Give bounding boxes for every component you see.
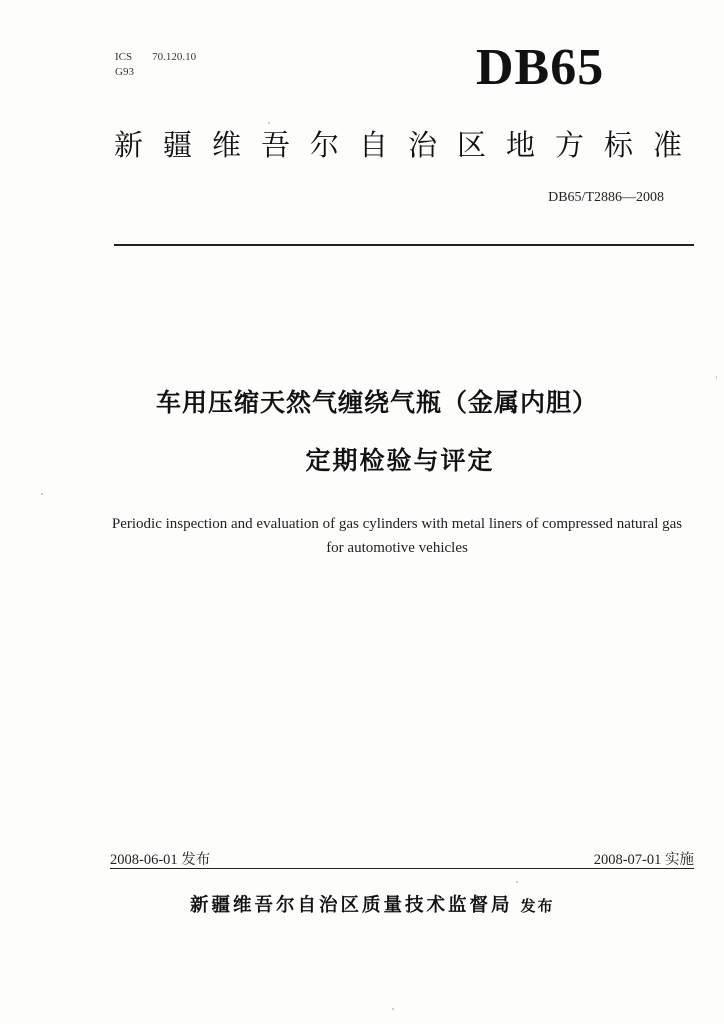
- classification-codes: [115, 50, 196, 80]
- scan-speck: [516, 881, 518, 883]
- class-code: G93: [115, 66, 134, 78]
- issue-date: 2008-06-01 发布: [110, 852, 211, 868]
- ics-label: ICS: [115, 51, 133, 63]
- implementation-date: 2008-07-01 实施: [593, 852, 694, 868]
- ics-line: [115, 50, 196, 65]
- header-divider: [114, 244, 694, 246]
- standard-number: DB65/T2886—2008: [548, 190, 664, 205]
- chinese-title-line-2: 定期检验与评定: [305, 446, 495, 475]
- scan-speck: [716, 376, 717, 379]
- standard-logo: DB65: [476, 39, 605, 96]
- publisher-name: 新疆维吾尔自治区质量技术监督局: [190, 895, 513, 916]
- ics-code: 70.120.10: [152, 51, 197, 63]
- scan-speck: [268, 122, 270, 124]
- standard-type-title: 新疆维吾尔自治区地方标准: [114, 128, 703, 162]
- publisher-action: 发布: [520, 897, 555, 915]
- publisher: [190, 893, 555, 919]
- footer-divider: [110, 868, 694, 869]
- english-title: Periodic inspection and evaluation of gas cylinders with metal liners of compressed natural gas for automotive vehicles: [111, 516, 683, 556]
- scan-speck: [41, 493, 43, 495]
- chinese-title-line-1: 车用压缩天然气缠绕气瓶（金属内胆）: [155, 388, 598, 417]
- scan-speck: [392, 1008, 394, 1010]
